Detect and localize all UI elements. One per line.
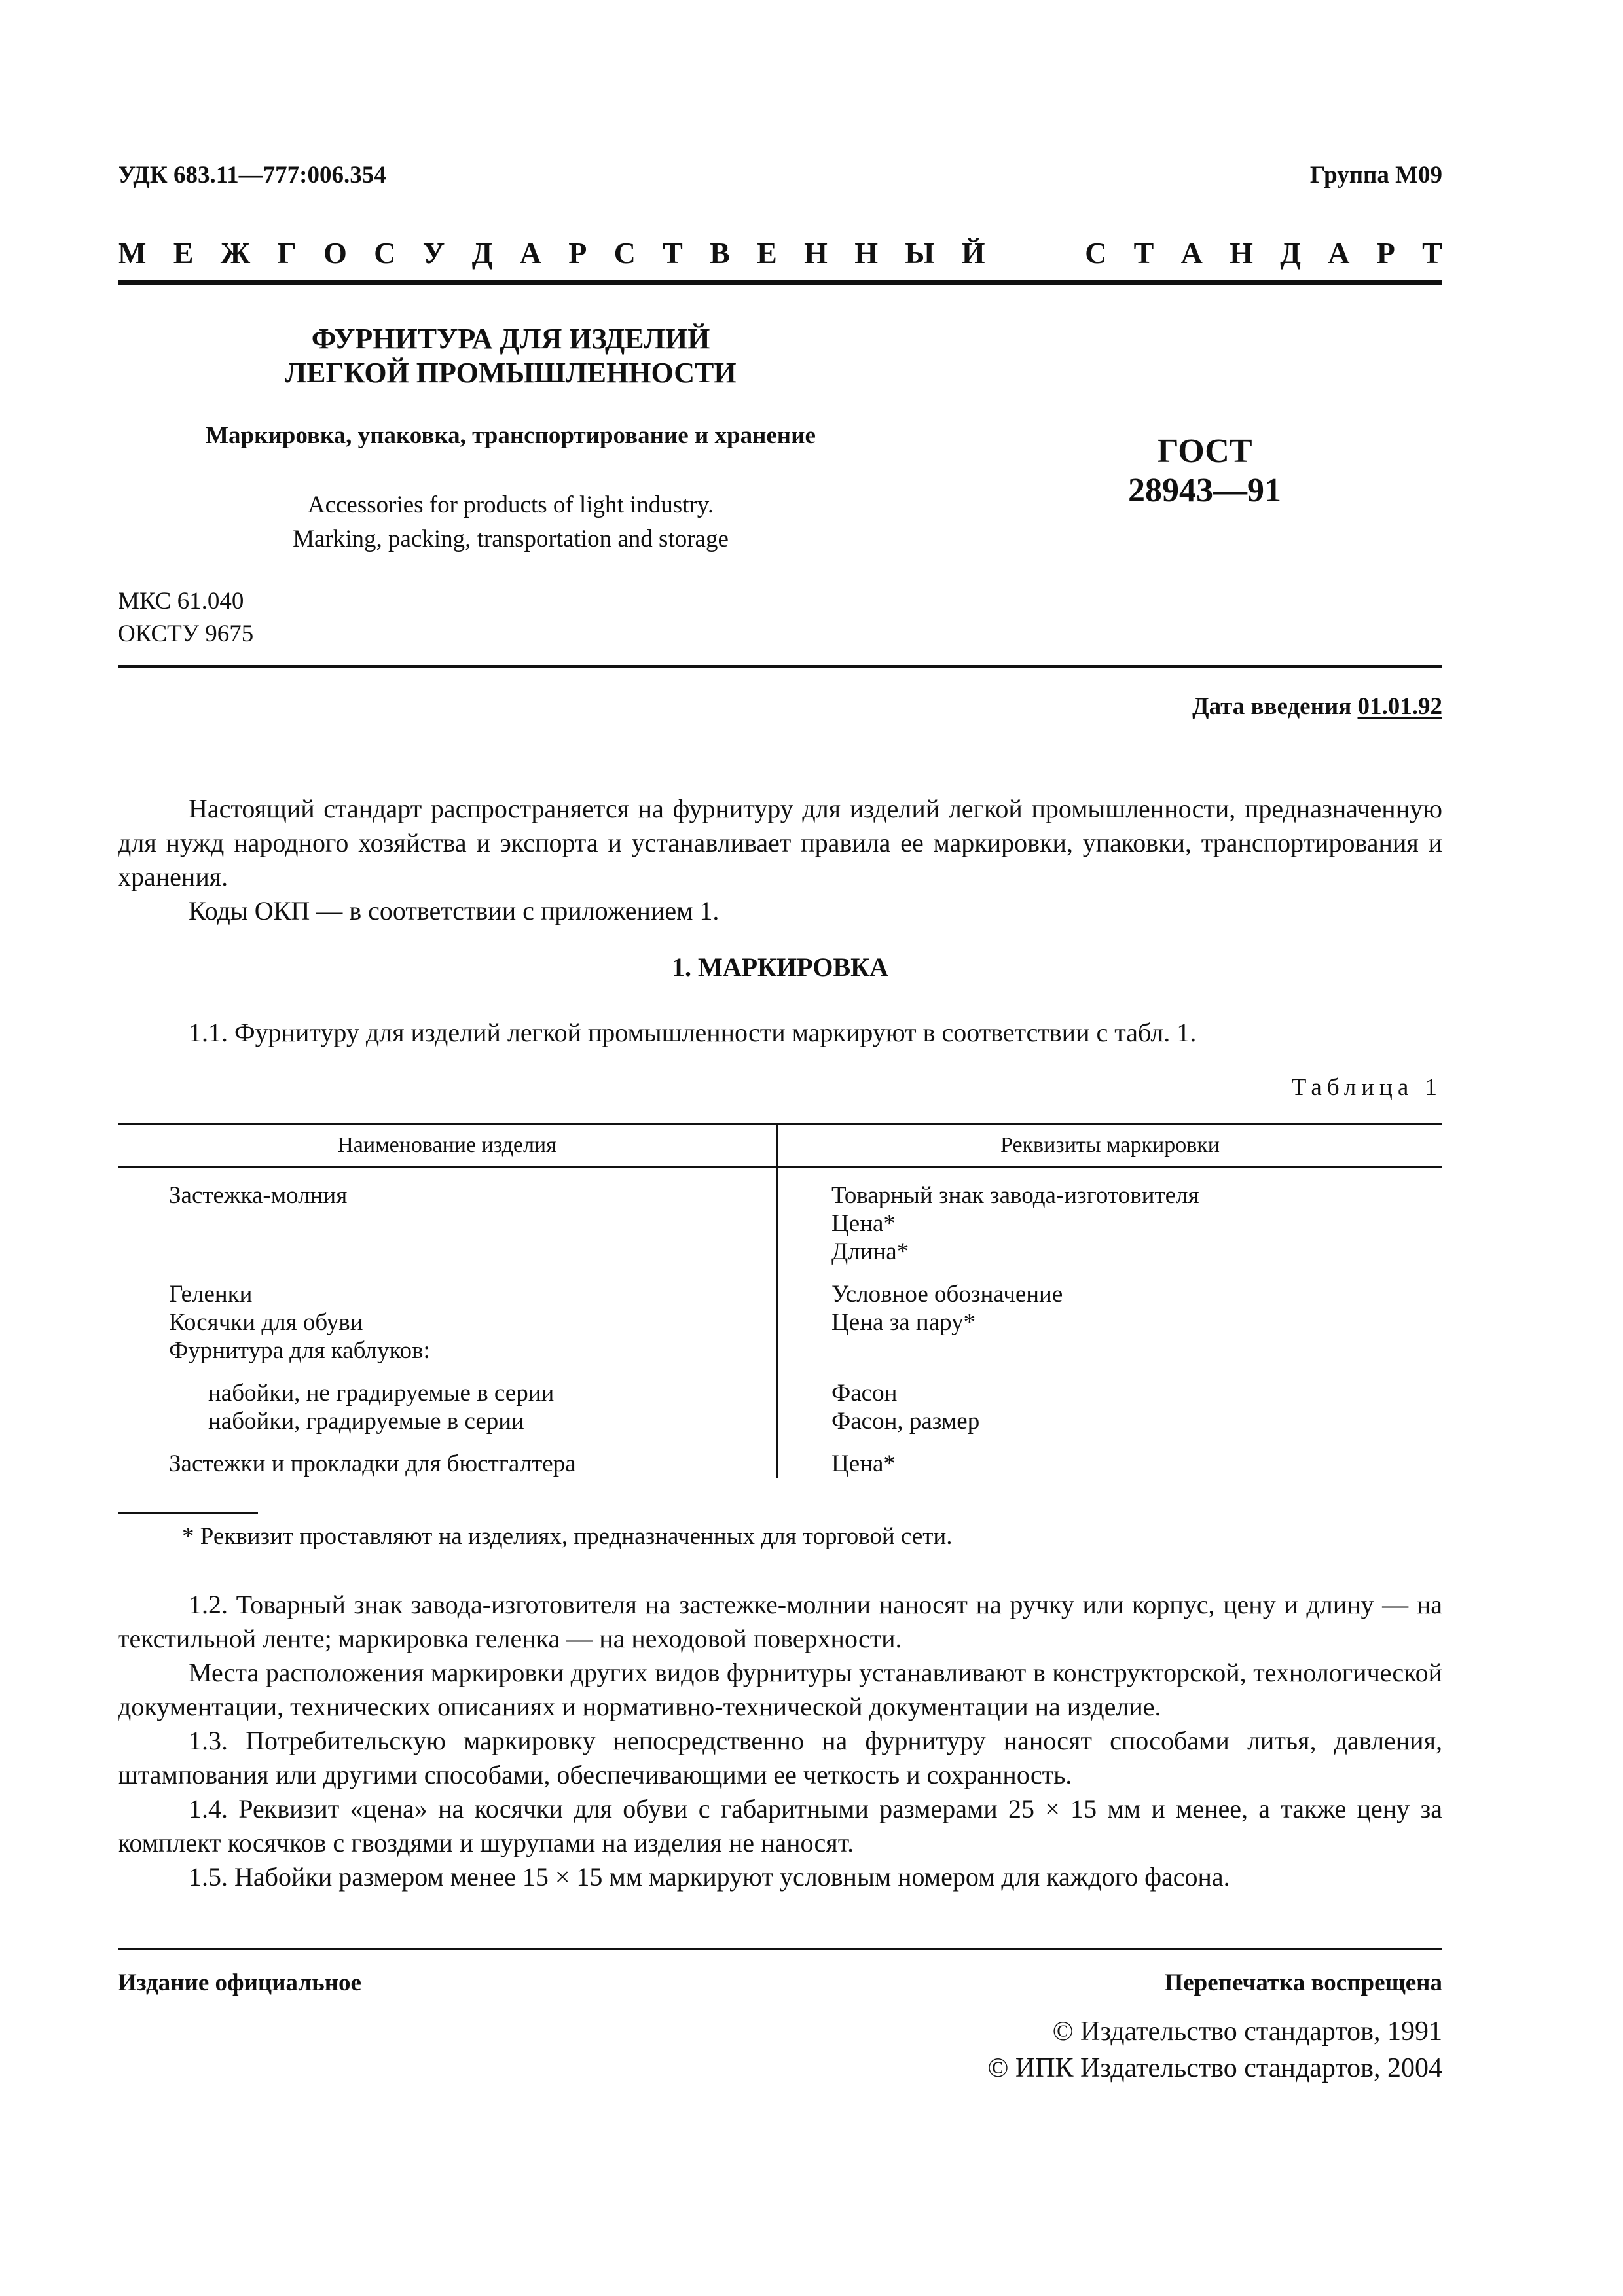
banner-letter: Г	[277, 236, 297, 270]
product-name: Фурнитура для каблуков:	[169, 1336, 430, 1364]
copyright-block	[987, 2013, 1442, 2087]
product-name: набойки, градируемые в серии	[208, 1407, 524, 1435]
banner-letter: Д	[1280, 236, 1301, 270]
banner-letter: А	[519, 236, 541, 270]
group-code: Группа М09	[1309, 162, 1442, 188]
banner-letter: Е	[173, 236, 194, 270]
table-cell-product	[118, 1181, 777, 1266]
okstu-code: ОКСТУ 9675	[118, 620, 254, 647]
reprint-prohibited-note: Перепечатка воспрещена	[1164, 1969, 1442, 1996]
banner-letter: Т	[1422, 236, 1442, 270]
banner-letter: Д	[471, 236, 493, 270]
requisite: Цена*	[831, 1450, 896, 1477]
gost-label: ГОСТ	[1157, 433, 1252, 470]
requisite: Фасон, размер	[831, 1407, 980, 1435]
banner-letter: Р	[1376, 236, 1395, 270]
official-edition-note: Издание официальное	[118, 1969, 361, 1996]
table-header-row	[118, 1124, 1442, 1167]
effective-date-value: 01.01.92	[1357, 693, 1442, 720]
intro-paragraph: Настоящий стандарт распространяется на фурнитуру для изделий легкой промышленности, предназначенную для нужд народного хозяйства и экспорта и устанавливает правила ее маркировки, упаковки, транспортирования и хранения.	[118, 794, 1442, 891]
gost-number: 28943—91	[1128, 472, 1281, 509]
clause-1-3: 1.3. Потребительскую маркировку непосредственно на фурнитуру наносят способами литья, давления, штампования или другими способами, обеспечивающими ее четкость и сохранность.	[118, 1726, 1442, 1789]
banner-letter: Н	[804, 236, 828, 270]
table-cell-requisites	[777, 1450, 1443, 1478]
banner-letter: С	[613, 236, 636, 270]
title-line-1: ФУРНИТУРА ДЛЯ ИЗДЕЛИЙ	[311, 323, 710, 355]
clause-1-2: 1.2. Товарный знак завода-изготовителя на застежке-молнии наносят на ручку или корпус, цену и длину — на текстильной ленте; маркировка геленка — на неходовой поверхности.	[118, 1590, 1442, 1653]
requisite: Условное обозначение	[831, 1280, 1063, 1308]
requisite: Товарный знак завода-изготовителя	[831, 1181, 1199, 1209]
table-cell-product	[118, 1450, 777, 1478]
requisite: Цена*	[831, 1210, 896, 1237]
footer-rule	[118, 1948, 1442, 1950]
banner-letter: Й	[961, 236, 985, 270]
banner-letter: С	[374, 236, 396, 270]
banner-letter: Ж	[220, 236, 251, 270]
clause-1-4: 1.4. Реквизит «цена» на косячки для обуви с габаритными размерами 25 × 15 мм и менее, а также цену за комплект косячков с гвоздями и шурупами на изделия не наносят.	[118, 1794, 1442, 1857]
english-line-1: Accessories for products of light industry.	[307, 492, 714, 518]
udk-code: УДК 683.11—777:006.354	[118, 162, 386, 188]
section-heading: 1. МАРКИРОВКА	[671, 952, 889, 982]
banner-letter: М	[118, 236, 147, 270]
product-name: Косячки для обуви	[169, 1308, 363, 1336]
clause-1-1	[118, 1016, 1442, 1050]
table-row	[118, 1181, 1442, 1266]
banner-letter: Е	[757, 236, 777, 270]
english-title	[196, 488, 825, 556]
table-cell-requisites	[777, 1379, 1443, 1435]
intro-text	[118, 792, 1442, 928]
copyright-1991: © Издательство стандартов, 1991	[1052, 2017, 1442, 2047]
banner-letter: Н	[1230, 236, 1253, 270]
classification-codes	[118, 585, 253, 651]
banner-letter: О	[323, 236, 347, 270]
table-row	[118, 1379, 1442, 1435]
banner-letter: Ы	[905, 236, 935, 270]
marking-table	[118, 1123, 1442, 1478]
table-header-product: Наименование изделия	[118, 1124, 777, 1167]
banner-letter: Т	[663, 236, 683, 270]
requisite: Фасон	[831, 1379, 898, 1407]
requisite: Длина*	[831, 1238, 909, 1265]
document-title	[223, 322, 799, 390]
clause-1-1-text: 1.1. Фурнитуру для изделий легкой промышленности маркируют в соответствии с табл. 1.	[189, 1018, 1197, 1047]
table-cell-product	[118, 1280, 777, 1365]
banner-letter: Т	[1133, 236, 1154, 270]
effective-date	[1192, 692, 1442, 721]
table-header-requisites: Реквизиты маркировки	[777, 1124, 1443, 1167]
clauses-block	[118, 1588, 1442, 1894]
banner-letter: Н	[854, 236, 878, 270]
requisite: Цена за пару*	[831, 1308, 976, 1336]
document-subtitle: Маркировка, упаковка, транспортирование и хранение	[206, 422, 816, 449]
mks-code: МКС 61.040	[118, 588, 244, 615]
table-row	[118, 1280, 1442, 1365]
table-row	[118, 1450, 1442, 1478]
effective-date-label: Дата введения	[1192, 693, 1352, 720]
banner-letter: У	[422, 236, 445, 270]
gost-designation	[1074, 432, 1336, 511]
clause-1-2-continued: Места расположения маркировки других видов фурнитуры устанавливают в конструкторской, технологической документации, технических описаниях и нормативно-технической документации на изделие.	[118, 1658, 1442, 1721]
table-cell-requisites	[777, 1181, 1443, 1266]
standard-banner	[118, 236, 1442, 270]
copyright-2004: © ИПК Издательство стандартов, 2004	[987, 2053, 1442, 2083]
banner-letter: А	[1180, 236, 1203, 270]
product-name: Застежка-молния	[169, 1181, 348, 1209]
english-line-2: Marking, packing, transportation and storage	[293, 526, 729, 552]
table-cell-product	[118, 1379, 777, 1435]
table-caption: Таблица 1	[1291, 1074, 1442, 1101]
product-name: набойки, не градируемые в серии	[208, 1379, 555, 1407]
product-name: Застежки и прокладки для бюстгалтера	[169, 1450, 576, 1477]
table-footnote: * Реквизит проставляют на изделиях, предназначенных для торговой сети.	[182, 1523, 953, 1550]
footnote-rule	[118, 1512, 258, 1514]
table-cell-requisites	[777, 1280, 1443, 1365]
clause-1-5: 1.5. Набойки размером менее 15 × 15 мм маркируют условным номером для каждого фасона.	[189, 1862, 1230, 1892]
banner-letter: Р	[568, 236, 587, 270]
okp-codes-paragraph: Коды ОКП — в соответствии с приложением 1.	[189, 896, 720, 925]
header-rule	[118, 280, 1442, 285]
banner-letter: А	[1328, 236, 1350, 270]
title-rule	[118, 665, 1442, 668]
banner-letter: В	[710, 236, 730, 270]
banner-letter: С	[1085, 236, 1107, 270]
title-line-2: ЛЕГКОЙ ПРОМЫШЛЕННОСТИ	[285, 357, 737, 389]
product-name: Геленки	[169, 1280, 253, 1308]
